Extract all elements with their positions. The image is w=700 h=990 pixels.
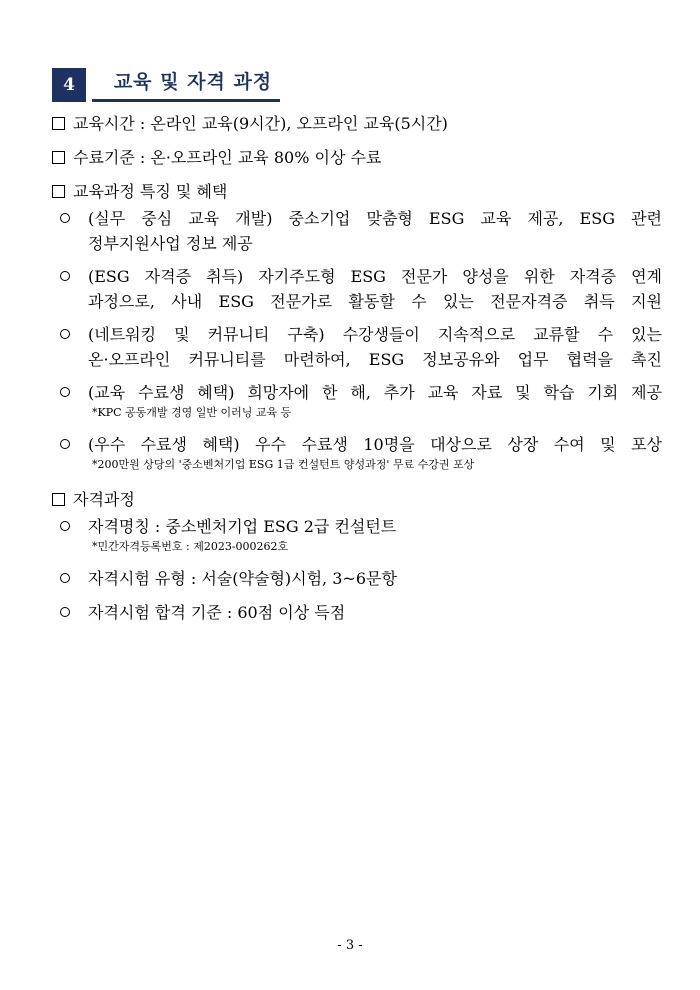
qualification-3: 자격시험 합격 기준 : 60점 이상 득점 (52, 600, 662, 625)
item-features: 교육과정 특징 및 혜택 (52, 180, 662, 204)
checkbox-square-icon (52, 151, 65, 164)
qualification-1: 자격명칭 : 중소벤처기업 ESG 2급 컨설턴트 *민간자격등록번호 : 제2023-000262호 (52, 514, 662, 555)
checkbox-square-icon (52, 493, 65, 506)
item-edu-time: 교육시간 : 온라인 교육(9시간), 오프라인 교육(5시간) (52, 112, 662, 136)
checkbox-square-icon (52, 185, 65, 198)
page-number: - 3 - (337, 938, 363, 953)
bullet-circle-icon (60, 213, 70, 223)
section-underline (92, 99, 280, 102)
item-qualification: 자격과정 (52, 488, 662, 512)
checkbox-square-icon (52, 117, 65, 130)
bullet-circle-icon (60, 271, 70, 281)
feature-3: (네트워킹 및 커뮤니티 구축) 수강생들이 지속적으로 교류할 수 있는 온·오프라인 커뮤니티를 마련하여, ESG 정보공유와 업무 협력을 촉진 (52, 322, 662, 372)
section-number: 4 (52, 68, 86, 102)
bullet-circle-icon (60, 607, 70, 617)
bullet-circle-icon (60, 439, 70, 449)
section-title: 교육 및 자격 과정 (113, 71, 273, 93)
feature-5: (우수 수료생 혜택) 우수 수료생 10명을 대상으로 상장 수여 및 포상 *200만원 상당의 '중소벤처기업 ESG 1급 컨설턴트 양성과정' 무료 수강권 포상 (52, 432, 662, 473)
feature-1: (실무 중심 교육 개발) 중소기업 맞춤형 ESG 교육 제공, ESG 관련 정부지원사업 정보 제공 (52, 206, 662, 256)
feature-2: (ESG 자격증 취득) 자기주도형 ESG 전문가 양성을 위한 자격증 연계 과정으로, 사내 ESG 전문가로 활동할 수 있는 전문자격증 취득 지원 (52, 264, 662, 314)
feature-4: (교육 수료생 혜택) 희망자에 한 해, 추가 교육 자료 및 학습 기회 제공 *KPC 공동개발 경영 일반 이러닝 교육 등 (52, 380, 662, 421)
item-completion: 수료기준 : 온·오프라인 교육 80% 이상 수료 (52, 146, 662, 170)
qualification-2: 자격시험 유형 : 서술(약술형)시험, 3~6문항 (52, 566, 662, 591)
section-heading (52, 68, 280, 102)
bullet-circle-icon (60, 387, 70, 397)
bullet-circle-icon (60, 573, 70, 583)
bullet-circle-icon (60, 329, 70, 339)
bullet-circle-icon (60, 521, 70, 531)
